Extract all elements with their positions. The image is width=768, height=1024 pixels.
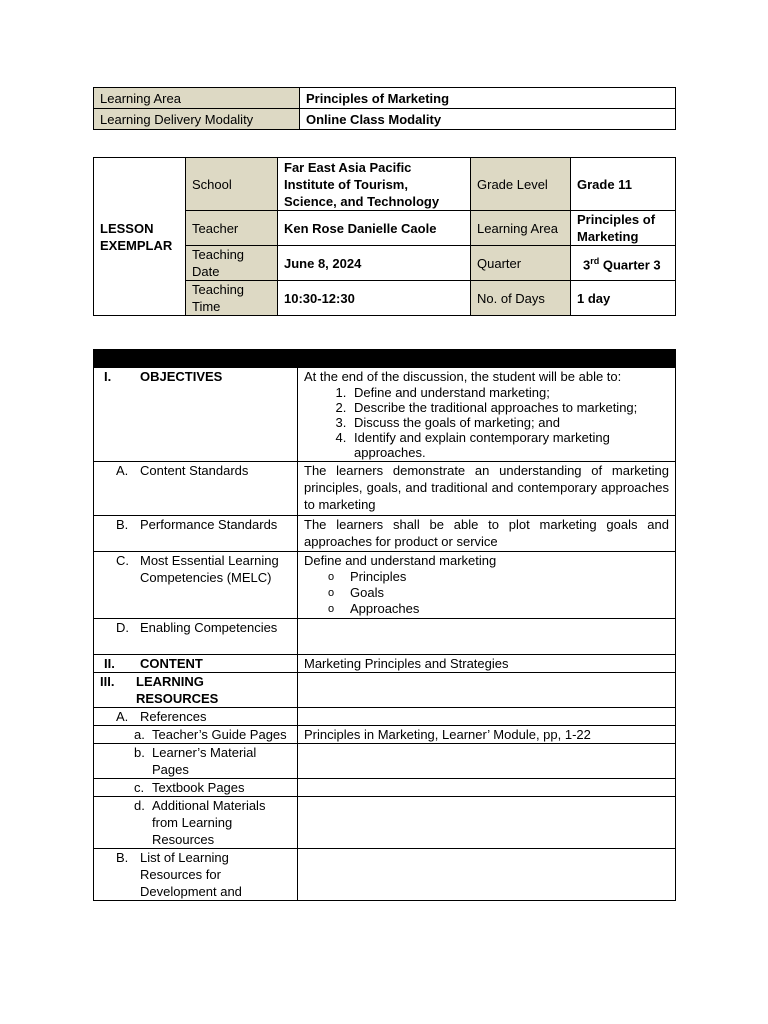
references-marker: A. <box>116 709 129 724</box>
textbook-marker: c. <box>134 780 145 795</box>
learning-resources-numeral: III. <box>100 674 115 689</box>
content-standards-label: Content Standards <box>140 463 249 478</box>
performance-standards-row <box>94 516 676 552</box>
learning-resources-row <box>94 673 676 708</box>
school-value: Far East Asia Pacific Institute of Tourism, Science, and Technology <box>278 158 471 211</box>
learning-area-row <box>94 88 676 109</box>
melc-bullet-list <box>304 569 669 617</box>
enabling-label: Enabling Competencies <box>140 620 278 635</box>
teachers-guide-value: Principles in Marketing, Learner’ Module, pp, 1-22 <box>298 726 676 744</box>
melc-bullet: o Approaches <box>350 601 669 617</box>
references-row <box>94 708 676 726</box>
lesson-title-line2: EXEMPLAR <box>100 237 173 253</box>
learning-resources-value <box>298 673 676 708</box>
objectives-numeral: I. <box>104 369 112 384</box>
learners-material-row <box>94 744 676 779</box>
grade-level-value: Grade 11 <box>571 158 676 211</box>
list-resources-marker: B. <box>116 850 129 865</box>
content-numeral: II. <box>104 656 115 671</box>
learning-resources-label: LEARNING RESOURCES <box>136 674 219 706</box>
melc-value: Define and understand marketing <box>304 553 497 568</box>
delivery-modality-row <box>94 109 676 130</box>
additional-materials-row <box>94 797 676 849</box>
teachers-guide-row <box>94 726 676 744</box>
enabling-marker: D. <box>116 620 129 635</box>
content-row <box>94 655 676 673</box>
content-label-cell <box>94 655 298 673</box>
objective-item: 4. Identify and explain contemporary marketing approaches. <box>350 430 669 460</box>
content-label: CONTENT <box>140 656 203 671</box>
objectives-list <box>304 385 669 460</box>
performance-standards-label: Performance Standards <box>140 517 278 532</box>
learning-area-label-2: Learning Area <box>471 211 571 246</box>
lesson-plan-table <box>93 349 676 901</box>
melc-bullet: o Principles <box>350 569 669 585</box>
additional-materials-label-cell <box>94 797 298 849</box>
objective-item: 1. Define and understand marketing; <box>350 385 669 400</box>
quarter-label: Quarter <box>471 246 571 281</box>
textbook-value <box>298 779 676 797</box>
school-label: School <box>186 158 278 211</box>
lesson-exemplar-title <box>94 158 186 316</box>
melc-value-cell <box>298 552 676 619</box>
learners-material-marker: b. <box>134 745 145 760</box>
textbook-label-cell <box>94 779 298 797</box>
performance-standards-marker: B. <box>116 517 129 532</box>
performance-standards-label-cell <box>94 516 298 552</box>
performance-standards-value: The learners shall be able to plot marketing goals and approaches for product or service <box>298 516 676 552</box>
delivery-modality-value: Online Class Modality <box>300 109 676 130</box>
teaching-time-label: Teaching Time <box>186 281 278 316</box>
content-standards-label-cell <box>94 462 298 516</box>
learners-material-value <box>298 744 676 779</box>
learning-area-value-2: Principles of Marketing <box>571 211 676 246</box>
teachers-guide-label-cell <box>94 726 298 744</box>
additional-materials-value <box>298 797 676 849</box>
teachers-guide-label: Teacher’s Guide Pages <box>152 727 287 742</box>
melc-bullet: o Goals <box>350 585 669 601</box>
teacher-value: Ken Rose Danielle Caole <box>278 211 471 246</box>
no-of-days-label: No. of Days <box>471 281 571 316</box>
teaching-date-label: Teaching Date <box>186 246 278 281</box>
teacher-label: Teacher <box>186 211 278 246</box>
references-label-cell <box>94 708 298 726</box>
teachers-guide-marker: a. <box>134 727 145 742</box>
melc-row <box>94 552 676 619</box>
list-resources-label-cell <box>94 849 298 901</box>
content-value: Marketing Principles and Strategies <box>298 655 676 673</box>
learning-resources-label-cell <box>94 673 298 708</box>
enabling-value <box>298 619 676 655</box>
objective-item: 3. Discuss the goals of marketing; and <box>350 415 669 430</box>
delivery-modality-label: Learning Delivery Modality <box>94 109 300 130</box>
learning-area-value: Principles of Marketing <box>300 88 676 109</box>
learners-material-label: Learner’s Material Pages <box>152 745 257 777</box>
objectives-label-cell <box>94 368 298 462</box>
list-resources-row <box>94 849 676 901</box>
grade-level-label: Grade Level <box>471 158 571 211</box>
quarter-num: 3 <box>583 257 591 273</box>
list-resources-value <box>298 849 676 901</box>
quarter-sup: rd <box>590 255 600 266</box>
teaching-time-value: 10:30-12:30 <box>278 281 471 316</box>
objectives-value-cell <box>298 368 676 462</box>
enabling-label-cell <box>94 619 298 655</box>
objectives-label: OBJECTIVES <box>140 369 223 384</box>
melc-label: Most Essential Learning Competencies (MELC) <box>140 553 279 585</box>
melc-marker: C. <box>116 553 129 568</box>
lesson-exemplar-table <box>93 157 676 316</box>
objectives-row <box>94 368 676 462</box>
references-label: References <box>140 709 207 724</box>
content-standards-marker: A. <box>116 463 129 478</box>
references-value <box>298 708 676 726</box>
table-header-bar <box>94 350 676 368</box>
textbook-label: Textbook Pages <box>152 780 245 795</box>
lesson-title-line1: LESSON <box>100 220 154 236</box>
quarter-rest: Quarter 3 <box>599 257 661 273</box>
learners-material-label-cell <box>94 744 298 779</box>
quarter-value <box>571 246 676 281</box>
content-standards-value: The learners demonstrate an understanding of marketing principles, goals, and traditional and contemporary approaches to marketing <box>298 462 676 516</box>
content-standards-row <box>94 462 676 516</box>
no-of-days-value: 1 day <box>571 281 676 316</box>
header-info-table <box>93 87 676 130</box>
objectives-intro: At the end of the discussion, the student will be able to: <box>304 369 622 384</box>
teaching-date-value: June 8, 2024 <box>278 246 471 281</box>
list-resources-label: List of Learning Resources for Development and <box>140 850 242 899</box>
objective-item: 2. Describe the traditional approaches to marketing; <box>350 400 669 415</box>
melc-label-cell <box>94 552 298 619</box>
learning-area-label: Learning Area <box>94 88 300 109</box>
textbook-row <box>94 779 676 797</box>
additional-materials-label: Additional Materials from Learning Resources <box>152 798 266 847</box>
enabling-row <box>94 619 676 655</box>
additional-materials-marker: d. <box>134 798 145 813</box>
